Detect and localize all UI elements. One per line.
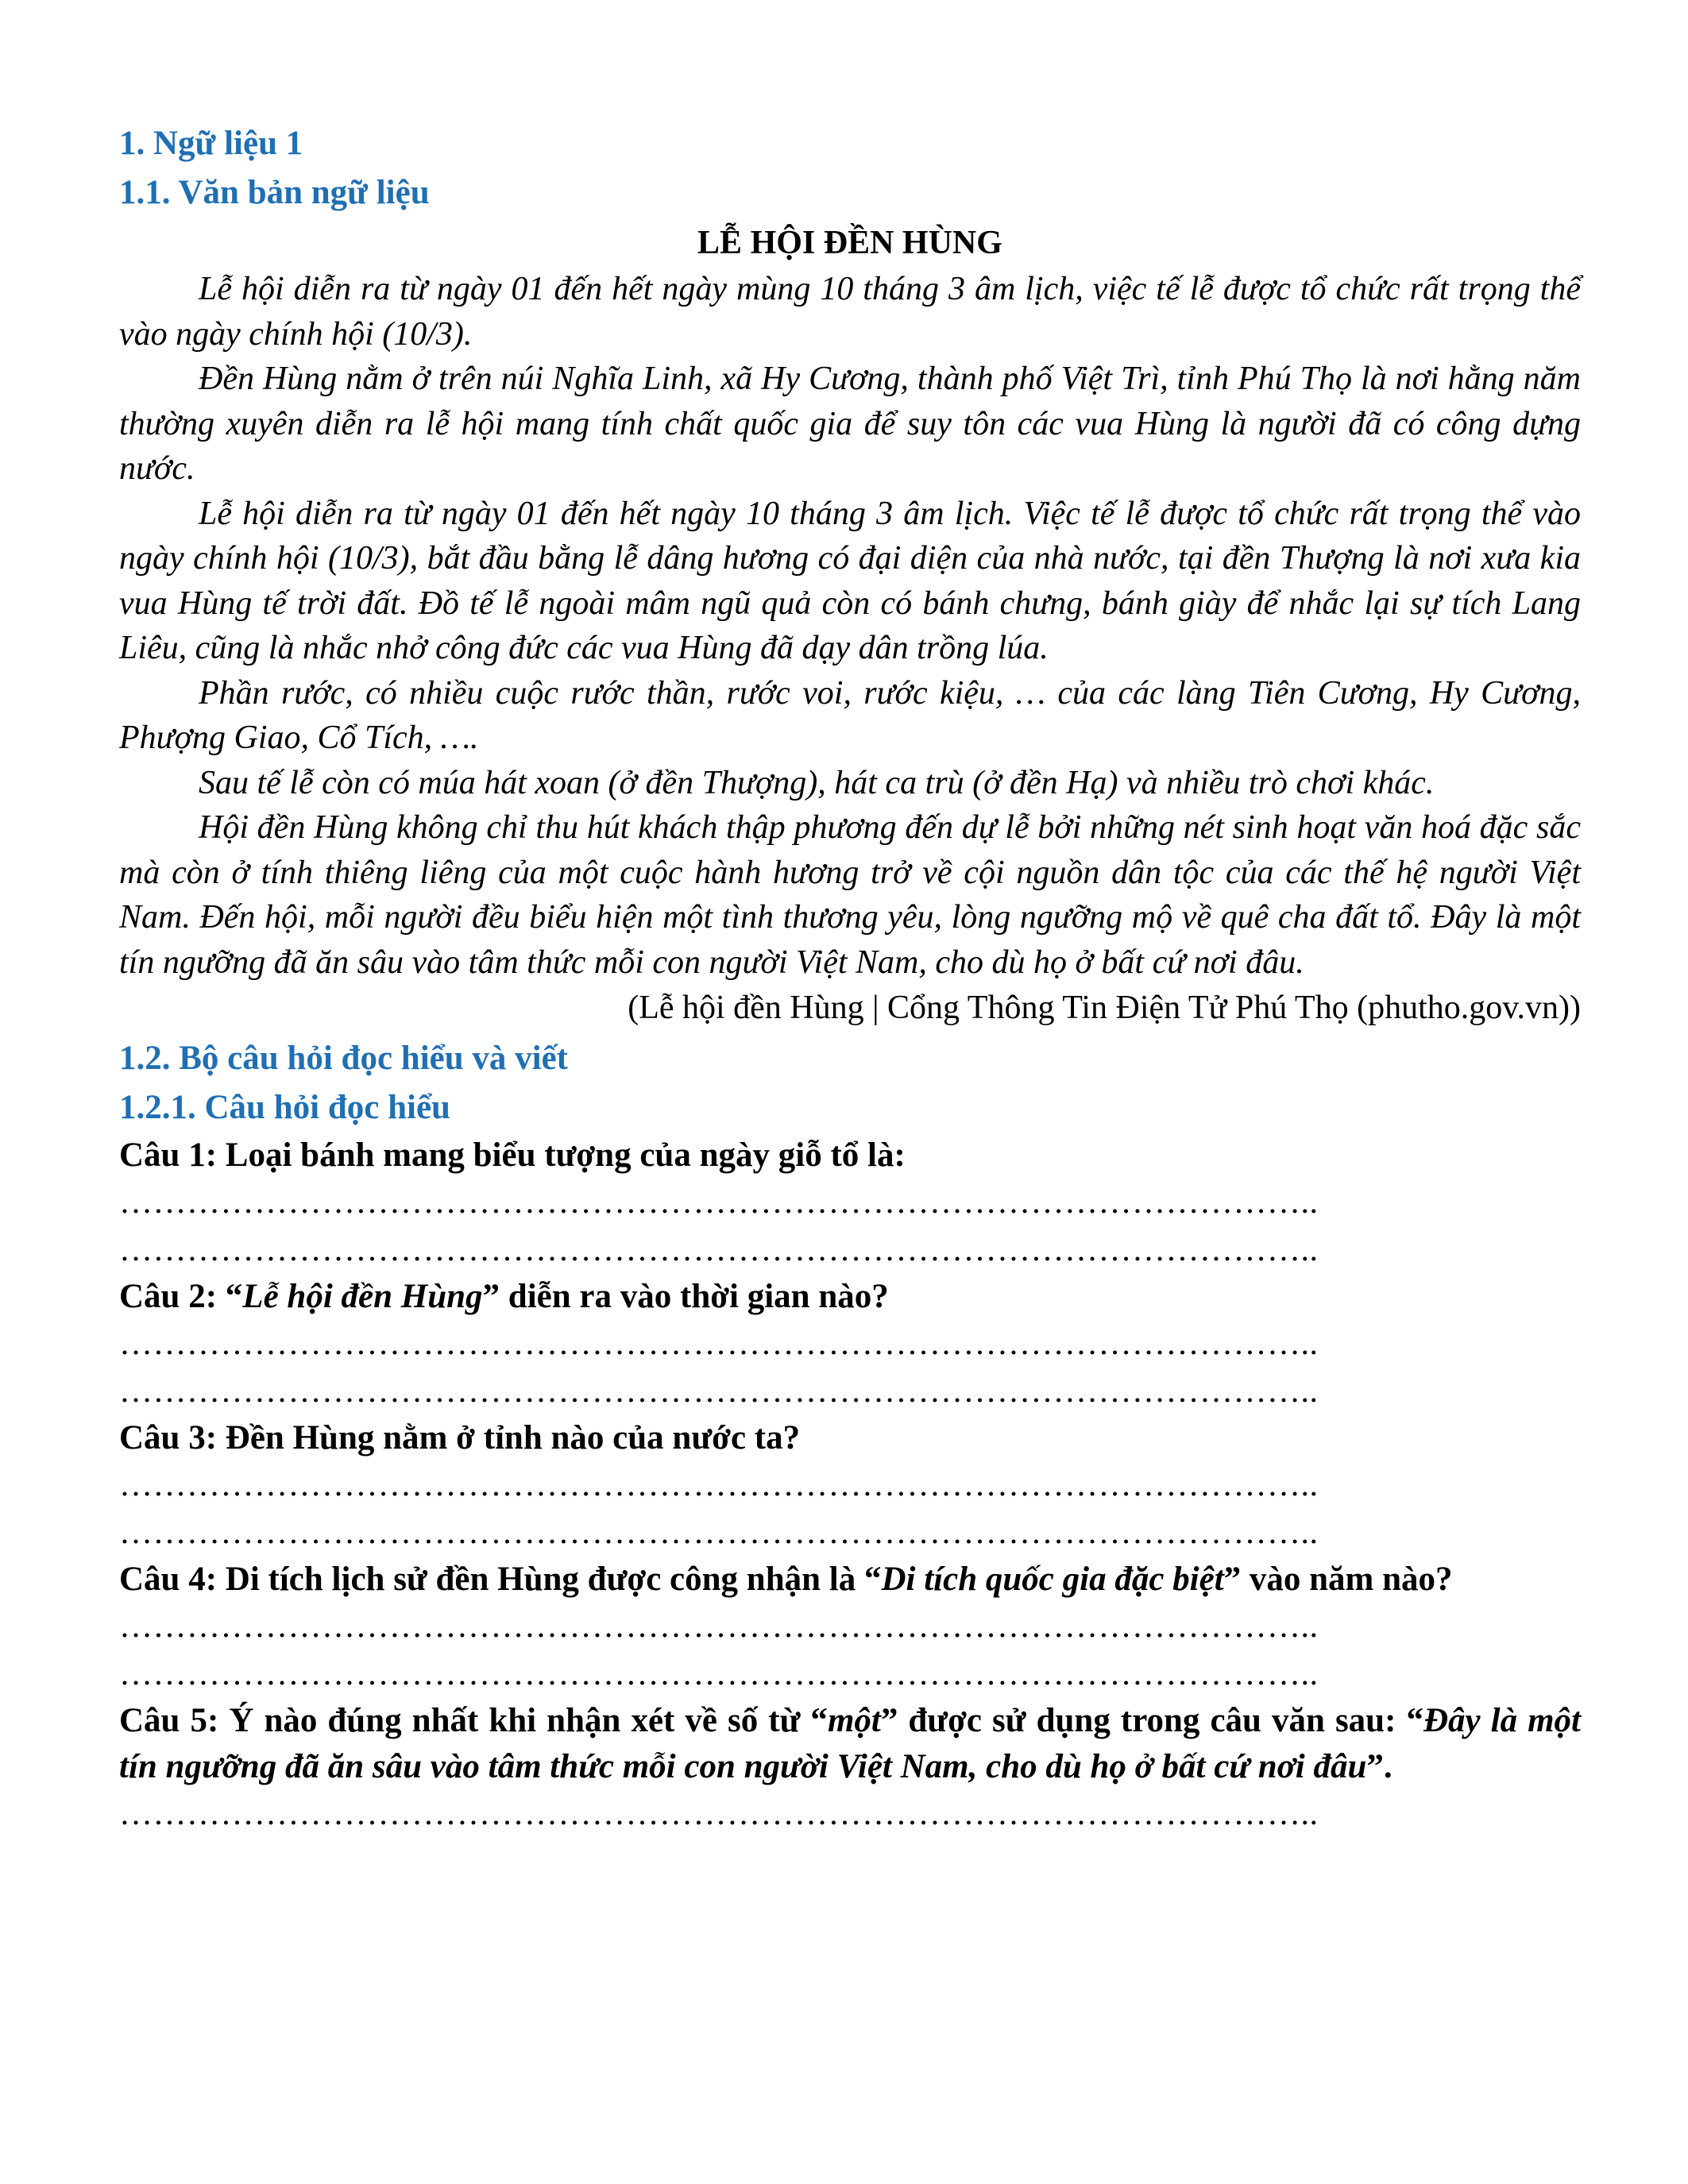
answer-line[interactable]: …………………………………………………………………………………………….. xyxy=(119,1467,1319,1503)
question-2 xyxy=(119,1274,1581,1320)
answer-line[interactable]: …………………………………………………………………………………………….. xyxy=(119,1325,1319,1362)
paragraph: Sau tế lễ còn có múa hát xoan (ở đền Thượng), hát ca trù (ở đền Hạ) và nhiều trò chơi khác. xyxy=(199,764,1435,801)
heading-van-ban-ngu-lieu: 1.1. Văn bản ngữ liệu xyxy=(119,174,430,211)
question-text: ”. xyxy=(1366,1748,1393,1785)
answer-line[interactable]: …………………………………………………………………………………………….. xyxy=(119,1373,1319,1410)
question-1: Câu 1: Loại bánh mang biểu tượng của ngày giỗ tổ là: xyxy=(119,1136,906,1174)
source-citation: (Lễ hội đền Hùng | Cổng Thông Tin Điện Tử Phú Thọ (phutho.gov.vn)) xyxy=(628,990,1581,1026)
paragraph: Đền Hùng nằm ở trên núi Nghĩa Linh, xã Hy Cương, thành phố Việt Trì, tỉnh Phú Thọ là nơi hằng năm thường xuyên diễn ra lễ hội mang tính chất quốc gia để suy tôn các vua Hùng là người đã có công dựng nước. xyxy=(119,361,1581,487)
question-emphasis: Di tích quốc gia đặc biệt xyxy=(881,1561,1224,1598)
question-4 xyxy=(119,1557,1581,1603)
heading-bo-cau-hoi: 1.2. Bộ câu hỏi đọc hiểu và viết xyxy=(119,1040,569,1077)
answer-line[interactable]: …………………………………………………………………………………………….. xyxy=(119,1796,1319,1832)
question-text: ” vào năm nào? xyxy=(1223,1561,1453,1598)
answer-line[interactable]: …………………………………………………………………………………………….. xyxy=(119,1184,1319,1221)
answer-line[interactable]: …………………………………………………………………………………………….. xyxy=(119,1608,1319,1645)
question-quote: Đây là một tín ngưỡng đã ăn sâu vào tâm thức mỗi con người Việt Nam, cho dù họ ở bất cứ nơi đâu xyxy=(119,1702,1582,1785)
paragraph: Hội đền Hùng không chỉ thu hút khách thập phương đến dự lễ bởi những nét sinh hoạt văn hoá đặc sắc mà còn ở tính thiêng liêng của một cuộc hành hương trở về cội nguồn dân tộc của các thế hệ người Việt Nam. Đến hội, mỗi người đều biểu hiện một tình thương yêu, lòng ngưỡng mộ về quê cha đất tổ. Đây là một tín ngưỡng đã ăn sâu vào tâm thức mỗi con người Việt Nam, cho dù họ ở bất cứ nơi đâu. xyxy=(119,809,1581,981)
question-text: ” diễn ra vào thời gian nào? xyxy=(482,1278,889,1315)
question-text: Câu 4: Di tích lịch sử đền Hùng được công nhận là “ xyxy=(119,1561,882,1598)
text-title: LỄ HỘI ĐỀN HÙNG xyxy=(697,225,1002,261)
answer-line[interactable]: …………………………………………………………………………………………….. xyxy=(119,1656,1319,1692)
answer-line[interactable]: …………………………………………………………………………………………….. xyxy=(119,1515,1319,1551)
paragraph: Lễ hội diễn ra từ ngày 01 đến hết ngày 10 tháng 3 âm lịch. Việc tế lễ được tổ chức rất trọng thể vào ngày chính hội (10/3), bắt đầu bằng lễ dâng hương có đại diện của nhà nước, tại đền Thượng là nơi xưa kia vua Hùng tế trời đất. Đồ tế lễ ngoài mâm ngũ quả còn có bánh chưng, bánh giày để nhắc lại sự tích Lang Liêu, cũng là nhắc nhở công đức các vua Hùng đã dạy dân trồng lúa. xyxy=(119,495,1581,666)
question-3: Câu 3: Đền Hùng nằm ở tỉnh nào của nước ta? xyxy=(119,1419,801,1457)
question-text: Câu 5: Ý nào đúng nhất khi nhận xét về số từ “ xyxy=(119,1702,828,1739)
document-page xyxy=(119,119,1581,1838)
paragraph: Phần rước, có nhiều cuộc rước thần, rước voi, rước kiệu, … của các làng Tiên Cương, Hy Cương, Phượng Giao, Cổ Tích, …. xyxy=(119,674,1581,756)
answer-line[interactable]: …………………………………………………………………………………………….. xyxy=(119,1232,1319,1268)
question-text: ” được sử dụng trong câu văn sau: “ xyxy=(880,1702,1423,1739)
question-text: Câu 2: “ xyxy=(119,1278,243,1315)
heading-cau-hoi-doc-hieu: 1.2.1. Câu hỏi đọc hiểu xyxy=(119,1089,450,1126)
paragraph: Lễ hội diễn ra từ ngày 01 đến hết ngày mùng 10 tháng 3 âm lịch, việc tế lễ được tổ chức rất trọng thể vào ngày chính hội (10/3). xyxy=(119,271,1581,353)
question-emphasis: Lễ hội đền Hùng xyxy=(242,1278,483,1315)
question-5 xyxy=(119,1698,1581,1790)
heading-ngu-lieu-1: 1. Ngữ liệu 1 xyxy=(119,125,303,162)
question-emphasis: một xyxy=(827,1702,881,1739)
